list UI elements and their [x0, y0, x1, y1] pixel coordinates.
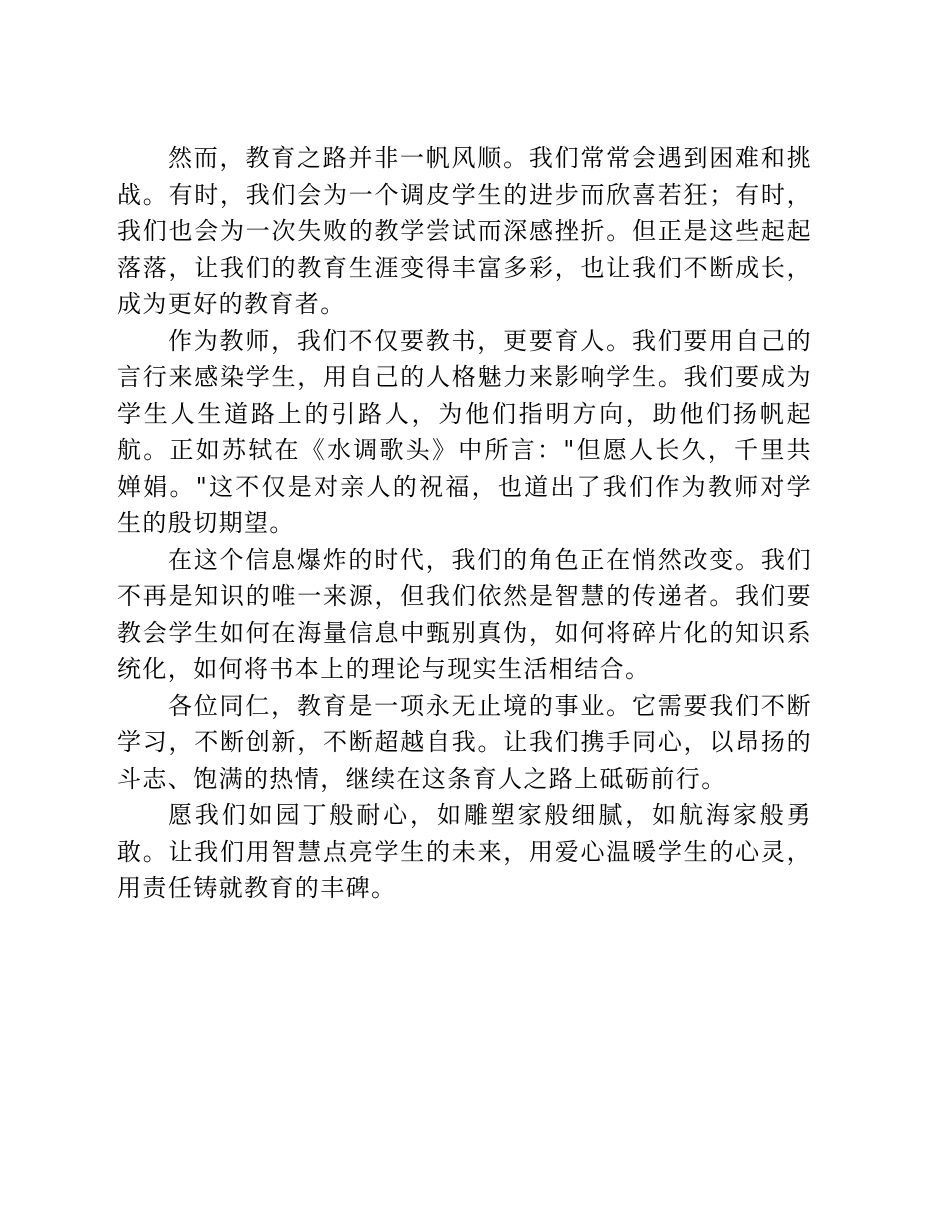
paragraph-teacher-role: 作为教师，我们不仅要教书，更要育人。我们要用自己的言行来感染学生，用自己的人格魅力来影响学生。我们要成为学生人生道路上的引路人，为他们指明方向，助他们扬帆起航。正如苏轼在《水调歌头》中所言："但愿人长久，千里共婵娟。"这不仅是对亲人的祝福，也道出了我们作为教师对学生的殷切期望。 — [117, 326, 812, 537]
document-body — [117, 140, 812, 907]
paragraph-challenges: 然而，教育之路并非一帆风顺。我们常常会遇到困难和挑战。有时，我们会为一个调皮学生的进步而欣喜若狂；有时，我们也会为一次失败的教学尝试而深感挫折。但正是这些起起落落，让我们的教育生涯变得丰富多彩，也让我们不断成长，成为更好的教育者。 — [117, 144, 812, 318]
paragraph-information-age: 在这个信息爆炸的时代，我们的角色正在悄然改变。我们不再是知识的唯一来源，但我们依然是智慧的传递者。我们要教会学生如何在海量信息中甄别真伪，如何将碎片化的知识系统化，如何将书本上的理论与现实生活相结合。 — [117, 545, 812, 683]
paragraph-closing-wish: 愿我们如园丁般耐心，如雕塑家般细腻，如航海家般勇敢。让我们用智慧点亮学生的未来，用爱心温暖学生的心灵，用责任铸就教育的丰碑。 — [117, 801, 812, 902]
paragraph-colleagues: 各位同仁，教育是一项永无止境的事业。它需要我们不断学习，不断创新，不断超越自我。让我们携手同心，以昂扬的斗志、饱满的热情，继续在这条育人之路上砥砺前行。 — [117, 691, 812, 793]
